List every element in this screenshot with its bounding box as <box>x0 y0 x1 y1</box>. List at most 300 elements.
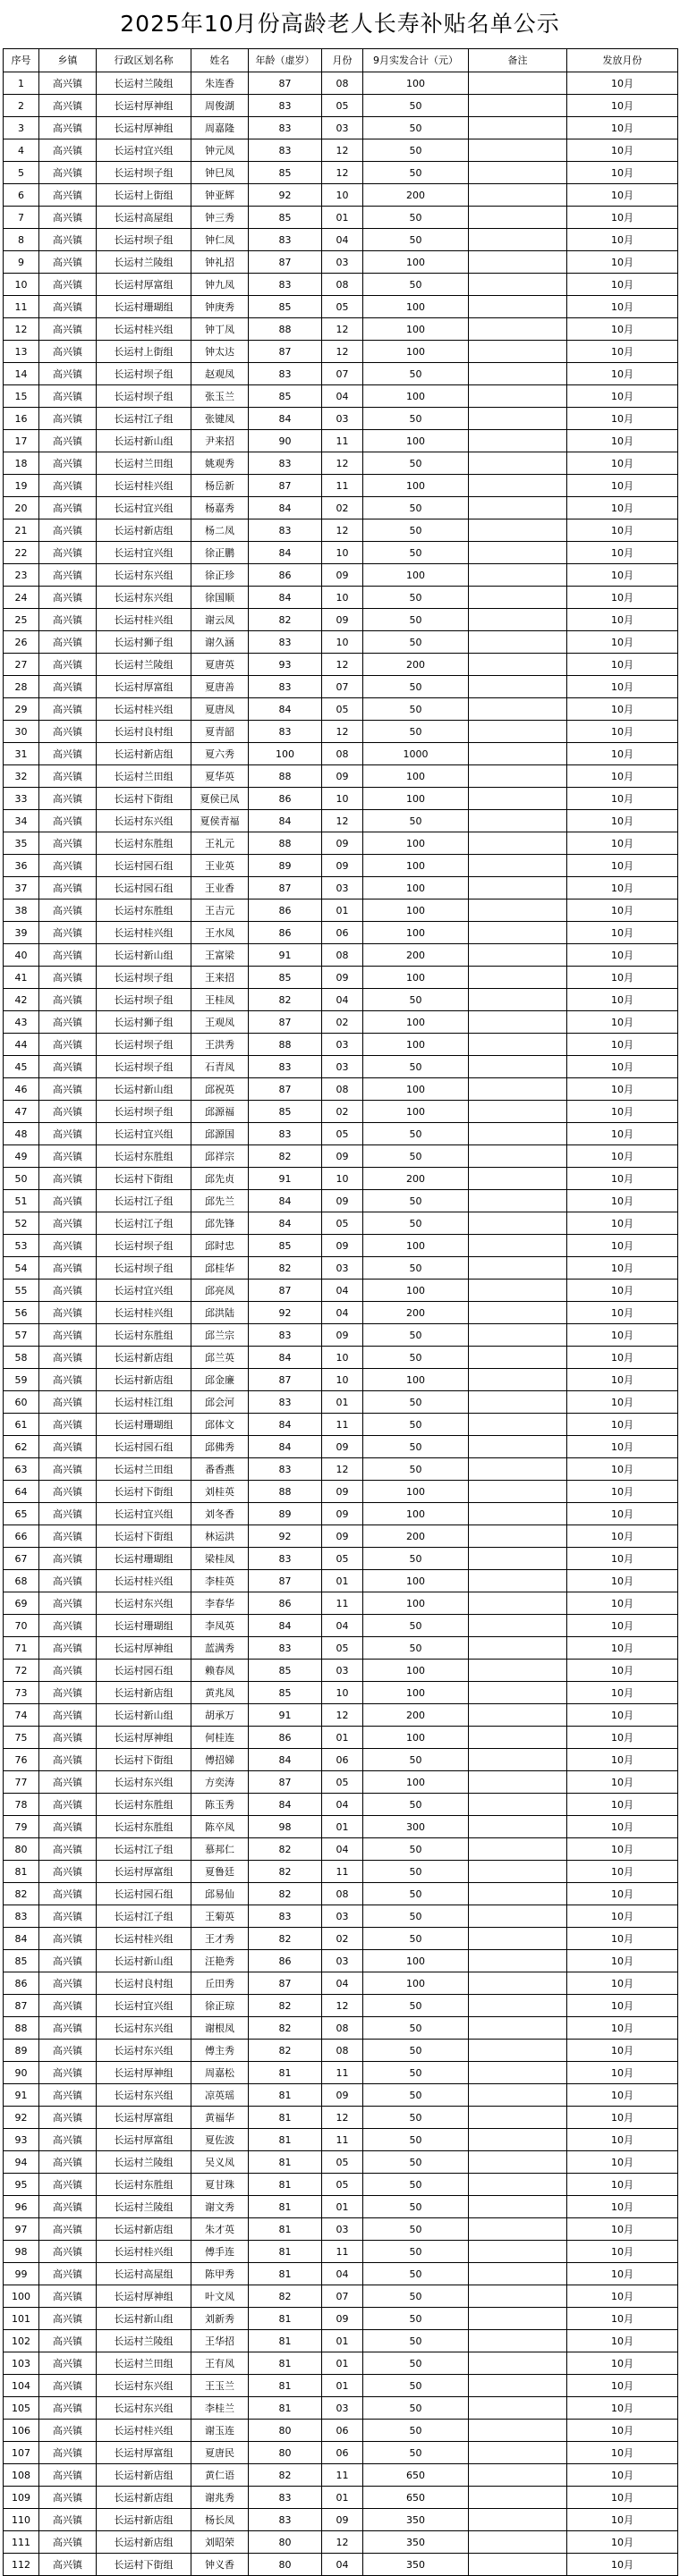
cell-index: 27 <box>4 654 39 676</box>
cell-name: 傅招娣 <box>191 1749 249 1771</box>
cell-amount: 50 <box>363 452 469 475</box>
cell-month: 04 <box>322 989 363 1011</box>
cell-pay-month: 10月 <box>567 654 678 676</box>
cell-remark <box>469 1883 567 1905</box>
table-row <box>4 296 678 318</box>
cell-age: 81 <box>249 2263 322 2285</box>
cell-remark <box>469 2330 567 2352</box>
cell-amount: 50 <box>363 1145 469 1168</box>
cell-index: 32 <box>4 765 39 788</box>
cell-division: 长运村新店组 <box>97 519 191 542</box>
cell-name: 李桂兰 <box>191 2397 249 2420</box>
cell-township: 高兴镇 <box>39 967 97 989</box>
cell-division: 长运村厚神组 <box>97 2062 191 2084</box>
table-row <box>4 274 678 296</box>
cell-pay-month: 10月 <box>567 2308 678 2330</box>
cell-name: 谢文秀 <box>191 2196 249 2218</box>
cell-township: 高兴镇 <box>39 810 97 832</box>
cell-remark <box>469 430 567 452</box>
table-row <box>4 1145 678 1168</box>
cell-month: 03 <box>322 1257 363 1280</box>
cell-remark <box>469 2531 567 2554</box>
cell-amount: 100 <box>363 855 469 877</box>
cell-remark <box>469 1347 567 1369</box>
cell-name: 何桂连 <box>191 1727 249 1749</box>
table-row <box>4 1369 678 1391</box>
cell-index: 20 <box>4 497 39 519</box>
cell-division: 长运村东胜组 <box>97 1794 191 1816</box>
cell-age: 83 <box>249 95 322 117</box>
cell-division: 长运村新店组 <box>97 2487 191 2509</box>
cell-name: 王富梁 <box>191 944 249 967</box>
cell-division: 长运村新山组 <box>97 430 191 452</box>
cell-division: 长运村桂兴组 <box>97 609 191 631</box>
cell-index: 56 <box>4 1302 39 1324</box>
cell-age: 84 <box>249 1212 322 1235</box>
cell-index: 47 <box>4 1101 39 1123</box>
cell-age: 80 <box>249 2420 322 2442</box>
cell-remark <box>469 2420 567 2442</box>
cell-township: 高兴镇 <box>39 944 97 967</box>
cell-name: 邱易仙 <box>191 1883 249 1905</box>
cell-remark <box>469 1570 567 1592</box>
cell-township: 高兴镇 <box>39 341 97 363</box>
cell-division: 长运村兰陵组 <box>97 2196 191 2218</box>
cell-remark <box>469 2151 567 2174</box>
cell-division: 长运村桂兴组 <box>97 922 191 944</box>
cell-township: 高兴镇 <box>39 2263 97 2285</box>
cell-month: 09 <box>322 1481 363 1503</box>
cell-division: 长运村桂兴组 <box>97 475 191 497</box>
table-row <box>4 162 678 184</box>
cell-pay-month: 10月 <box>567 2442 678 2464</box>
cell-index: 44 <box>4 1034 39 1056</box>
table-row <box>4 1682 678 1704</box>
cell-index: 12 <box>4 318 39 341</box>
cell-remark <box>469 2397 567 2420</box>
table-row <box>4 2017 678 2040</box>
cell-division: 长运村上街组 <box>97 184 191 207</box>
table-row <box>4 363 678 385</box>
cell-amount: 350 <box>363 2554 469 2576</box>
cell-remark <box>469 765 567 788</box>
cell-township: 高兴镇 <box>39 1727 97 1749</box>
cell-division: 长运村厚富组 <box>97 274 191 296</box>
table-row <box>4 2263 678 2285</box>
cell-pay-month: 10月 <box>567 944 678 967</box>
cell-index: 45 <box>4 1056 39 1078</box>
cell-age: 87 <box>249 341 322 363</box>
cell-amount: 50 <box>363 587 469 609</box>
cell-name: 谢云凤 <box>191 609 249 631</box>
cell-township: 高兴镇 <box>39 922 97 944</box>
table-row <box>4 1011 678 1034</box>
cell-name: 慕邦仁 <box>191 1838 249 1861</box>
cell-division: 长运村狮子组 <box>97 631 191 654</box>
cell-division: 长运村坝子组 <box>97 967 191 989</box>
cell-remark <box>469 1950 567 1972</box>
table-row <box>4 788 678 810</box>
cell-remark <box>469 1302 567 1324</box>
cell-township: 高兴镇 <box>39 1190 97 1212</box>
cell-name: 周俊湖 <box>191 95 249 117</box>
cell-age: 88 <box>249 765 322 788</box>
cell-age: 86 <box>249 1727 322 1749</box>
cell-pay-month: 10月 <box>567 1123 678 1145</box>
cell-pay-month: 10月 <box>567 2330 678 2352</box>
cell-name: 邱金廉 <box>191 1369 249 1391</box>
cell-name: 黄兆凤 <box>191 1682 249 1704</box>
cell-month: 01 <box>322 2352 363 2375</box>
cell-age: 81 <box>249 2218 322 2241</box>
cell-amount: 50 <box>363 2151 469 2174</box>
cell-remark <box>469 832 567 855</box>
cell-age: 89 <box>249 1503 322 1525</box>
cell-division: 长运村新山组 <box>97 1950 191 1972</box>
cell-township: 高兴镇 <box>39 1123 97 1145</box>
table-row <box>4 810 678 832</box>
cell-index: 61 <box>4 1414 39 1436</box>
table-row <box>4 318 678 341</box>
table-row <box>4 1235 678 1257</box>
cell-age: 84 <box>249 497 322 519</box>
cell-name: 陈甲秀 <box>191 2263 249 2285</box>
cell-name: 番香燕 <box>191 1458 249 1481</box>
cell-index: 8 <box>4 229 39 251</box>
cell-index: 70 <box>4 1615 39 1637</box>
table-row <box>4 251 678 274</box>
cell-division: 长运村东兴组 <box>97 2375 191 2397</box>
cell-remark <box>469 1794 567 1816</box>
cell-township: 高兴镇 <box>39 95 97 117</box>
cell-index: 102 <box>4 2330 39 2352</box>
table-row <box>4 2062 678 2084</box>
cell-remark <box>469 1749 567 1771</box>
cell-amount: 100 <box>363 475 469 497</box>
cell-division: 长运村坝子组 <box>97 1056 191 1078</box>
cell-month: 11 <box>322 1861 363 1883</box>
cell-remark <box>469 2285 567 2308</box>
cell-remark <box>469 788 567 810</box>
cell-amount: 100 <box>363 922 469 944</box>
cell-month: 04 <box>322 1302 363 1324</box>
cell-index: 100 <box>4 2285 39 2308</box>
cell-month: 11 <box>322 1592 363 1615</box>
cell-month: 01 <box>322 207 363 229</box>
cell-amount: 100 <box>363 1682 469 1704</box>
cell-amount: 200 <box>363 1525 469 1548</box>
table-row <box>4 2151 678 2174</box>
cell-amount: 50 <box>363 2330 469 2352</box>
cell-age: 82 <box>249 2040 322 2062</box>
subsidy-table <box>3 48 678 2576</box>
cell-pay-month: 10月 <box>567 832 678 855</box>
header-pay-month: 发放月份 <box>567 49 678 72</box>
cell-remark <box>469 296 567 318</box>
cell-name: 邱先锋 <box>191 1212 249 1235</box>
cell-amount: 50 <box>363 1905 469 1928</box>
cell-age: 81 <box>249 2129 322 2151</box>
cell-amount: 50 <box>363 1347 469 1369</box>
cell-remark <box>469 408 567 430</box>
cell-index: 31 <box>4 743 39 765</box>
cell-pay-month: 10月 <box>567 229 678 251</box>
cell-township: 高兴镇 <box>39 251 97 274</box>
cell-age: 84 <box>249 810 322 832</box>
table-row <box>4 1861 678 1883</box>
cell-month: 01 <box>322 899 363 922</box>
cell-month: 10 <box>322 631 363 654</box>
cell-index: 7 <box>4 207 39 229</box>
cell-pay-month: 10月 <box>567 1034 678 1056</box>
cell-month: 01 <box>322 1570 363 1592</box>
cell-age: 82 <box>249 609 322 631</box>
cell-month: 05 <box>322 1212 363 1235</box>
cell-division: 长运村东胜组 <box>97 1324 191 1347</box>
cell-age: 83 <box>249 1637 322 1660</box>
cell-age: 81 <box>249 2174 322 2196</box>
cell-index: 90 <box>4 2062 39 2084</box>
cell-division: 长运村下街组 <box>97 1481 191 1503</box>
cell-amount: 100 <box>363 1280 469 1302</box>
cell-township: 高兴镇 <box>39 1257 97 1280</box>
cell-index: 1 <box>4 72 39 95</box>
cell-division: 长运村兰陵组 <box>97 2151 191 2174</box>
cell-division: 长运村兰陵组 <box>97 251 191 274</box>
cell-division: 长运村园石组 <box>97 1436 191 1458</box>
cell-index: 72 <box>4 1660 39 1682</box>
cell-pay-month: 10月 <box>567 1280 678 1302</box>
cell-division: 长运村下街组 <box>97 1749 191 1771</box>
table-row <box>4 1302 678 1324</box>
cell-division: 长运村桂兴组 <box>97 1570 191 1592</box>
cell-pay-month: 10月 <box>567 1637 678 1660</box>
cell-remark <box>469 2218 567 2241</box>
cell-division: 长运村新山组 <box>97 1078 191 1101</box>
table-row <box>4 1749 678 1771</box>
table-row <box>4 1637 678 1660</box>
cell-pay-month: 10月 <box>567 1101 678 1123</box>
cell-age: 85 <box>249 162 322 184</box>
cell-remark <box>469 1168 567 1190</box>
cell-month: 05 <box>322 95 363 117</box>
cell-name: 石青凤 <box>191 1056 249 1078</box>
table-row <box>4 1280 678 1302</box>
cell-month: 11 <box>322 2464 363 2487</box>
table-body <box>4 72 678 2576</box>
cell-age: 83 <box>249 274 322 296</box>
cell-age: 81 <box>249 2375 322 2397</box>
cell-remark <box>469 721 567 743</box>
cell-division: 长运村下街组 <box>97 1168 191 1190</box>
cell-month: 09 <box>322 1324 363 1347</box>
cell-month: 09 <box>322 1525 363 1548</box>
cell-month: 09 <box>322 2308 363 2330</box>
cell-name: 陈卒凤 <box>191 1816 249 1838</box>
cell-index: 30 <box>4 721 39 743</box>
cell-month: 06 <box>322 2420 363 2442</box>
cell-age: 80 <box>249 2531 322 2554</box>
cell-pay-month: 10月 <box>567 2285 678 2308</box>
cell-township: 高兴镇 <box>39 1235 97 1257</box>
cell-month: 08 <box>322 743 363 765</box>
cell-age: 90 <box>249 430 322 452</box>
cell-division: 长运村珊瑚组 <box>97 1548 191 1570</box>
cell-township: 高兴镇 <box>39 1548 97 1570</box>
cell-division: 长运村新山组 <box>97 2308 191 2330</box>
cell-division: 长运村东兴组 <box>97 2017 191 2040</box>
cell-division: 长运村厚神组 <box>97 117 191 139</box>
cell-amount: 100 <box>363 788 469 810</box>
cell-amount: 50 <box>363 1414 469 1436</box>
cell-month: 02 <box>322 1928 363 1950</box>
cell-pay-month: 10月 <box>567 1525 678 1548</box>
table-row <box>4 1257 678 1280</box>
cell-month: 01 <box>322 2196 363 2218</box>
cell-month: 04 <box>322 2263 363 2285</box>
cell-index: 26 <box>4 631 39 654</box>
cell-pay-month: 10月 <box>567 1414 678 1436</box>
cell-pay-month: 10月 <box>567 95 678 117</box>
cell-remark <box>469 162 567 184</box>
cell-name: 王玉兰 <box>191 2375 249 2397</box>
cell-division: 长运村东胜组 <box>97 1145 191 1168</box>
cell-division: 长运村宜兴组 <box>97 1995 191 2017</box>
cell-division: 长运村厚富组 <box>97 2442 191 2464</box>
cell-month: 11 <box>322 2241 363 2263</box>
cell-month: 03 <box>322 408 363 430</box>
cell-remark <box>469 1369 567 1391</box>
cell-remark <box>469 654 567 676</box>
table-row <box>4 1525 678 1548</box>
table-row <box>4 1816 678 1838</box>
cell-age: 88 <box>249 1481 322 1503</box>
cell-name: 黄福华 <box>191 2107 249 2129</box>
table-row <box>4 967 678 989</box>
cell-township: 高兴镇 <box>39 899 97 922</box>
cell-age: 83 <box>249 363 322 385</box>
cell-amount: 50 <box>363 408 469 430</box>
table-row <box>4 184 678 207</box>
table-row <box>4 542 678 564</box>
cell-township: 高兴镇 <box>39 363 97 385</box>
cell-pay-month: 10月 <box>567 2509 678 2531</box>
cell-division: 长运村下街组 <box>97 788 191 810</box>
cell-township: 高兴镇 <box>39 631 97 654</box>
cell-age: 81 <box>249 2308 322 2330</box>
cell-month: 09 <box>322 564 363 587</box>
cell-remark <box>469 1123 567 1145</box>
cell-index: 3 <box>4 117 39 139</box>
cell-pay-month: 10月 <box>567 2196 678 2218</box>
cell-township: 高兴镇 <box>39 2196 97 2218</box>
cell-month: 10 <box>322 1682 363 1704</box>
cell-township: 高兴镇 <box>39 587 97 609</box>
cell-township: 高兴镇 <box>39 1816 97 1838</box>
cell-township: 高兴镇 <box>39 229 97 251</box>
table-row <box>4 1123 678 1145</box>
cell-month: 10 <box>322 788 363 810</box>
table-row <box>4 2420 678 2442</box>
cell-age: 85 <box>249 385 322 408</box>
table-row <box>4 1548 678 1570</box>
cell-age: 87 <box>249 1972 322 1995</box>
cell-township: 高兴镇 <box>39 1034 97 1056</box>
cell-age: 82 <box>249 1928 322 1950</box>
cell-name: 谢兆秀 <box>191 2487 249 2509</box>
cell-name: 丘田秀 <box>191 1972 249 1995</box>
table-row <box>4 1570 678 1592</box>
cell-age: 82 <box>249 2285 322 2308</box>
table-row <box>4 1794 678 1816</box>
cell-age: 91 <box>249 1168 322 1190</box>
cell-name: 凉英瑶 <box>191 2084 249 2107</box>
cell-age: 98 <box>249 1816 322 1838</box>
cell-township: 高兴镇 <box>39 1570 97 1592</box>
header-name: 姓名 <box>191 49 249 72</box>
cell-pay-month: 10月 <box>567 1011 678 1034</box>
cell-index: 17 <box>4 430 39 452</box>
cell-month: 04 <box>322 1615 363 1637</box>
cell-name: 李桂英 <box>191 1570 249 1592</box>
cell-month: 04 <box>322 229 363 251</box>
cell-amount: 50 <box>363 2017 469 2040</box>
cell-name: 陈玉秀 <box>191 1794 249 1816</box>
cell-age: 86 <box>249 899 322 922</box>
cell-name: 夏侯青福 <box>191 810 249 832</box>
cell-amount: 100 <box>363 967 469 989</box>
cell-month: 02 <box>322 497 363 519</box>
cell-township: 高兴镇 <box>39 318 97 341</box>
cell-remark <box>469 1972 567 1995</box>
cell-month: 10 <box>322 1347 363 1369</box>
cell-division: 长运村宜兴组 <box>97 1280 191 1302</box>
cell-index: 29 <box>4 698 39 721</box>
cell-remark <box>469 855 567 877</box>
cell-name: 夏华英 <box>191 765 249 788</box>
table-row <box>4 72 678 95</box>
cell-amount: 50 <box>363 2308 469 2330</box>
cell-name: 王来招 <box>191 967 249 989</box>
cell-division: 长运村坝子组 <box>97 1101 191 1123</box>
table-row <box>4 1436 678 1458</box>
cell-amount: 100 <box>363 1972 469 1995</box>
cell-division: 长运村东兴组 <box>97 2084 191 2107</box>
cell-month: 03 <box>322 1950 363 1972</box>
cell-township: 高兴镇 <box>39 832 97 855</box>
cell-index: 24 <box>4 587 39 609</box>
cell-remark <box>469 1503 567 1525</box>
cell-township: 高兴镇 <box>39 2531 97 2554</box>
cell-remark <box>469 1324 567 1347</box>
cell-township: 高兴镇 <box>39 1280 97 1302</box>
cell-age: 88 <box>249 1034 322 1056</box>
cell-index: 52 <box>4 1212 39 1235</box>
cell-age: 89 <box>249 855 322 877</box>
cell-pay-month: 10月 <box>567 1615 678 1637</box>
table-row <box>4 631 678 654</box>
cell-division: 长运村厚富组 <box>97 2107 191 2129</box>
cell-remark <box>469 1212 567 1235</box>
cell-month: 01 <box>322 1816 363 1838</box>
cell-pay-month: 10月 <box>567 408 678 430</box>
cell-amount: 50 <box>363 2352 469 2375</box>
cell-amount: 50 <box>363 497 469 519</box>
cell-name: 杨嘉秀 <box>191 497 249 519</box>
cell-division: 长运村新店组 <box>97 2531 191 2554</box>
table-row <box>4 654 678 676</box>
cell-township: 高兴镇 <box>39 475 97 497</box>
